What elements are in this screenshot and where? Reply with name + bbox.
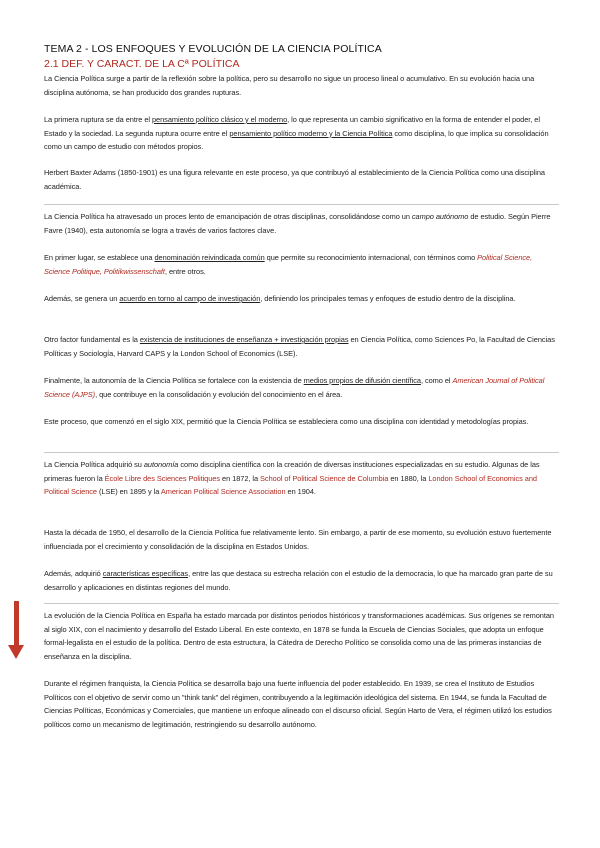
divider xyxy=(44,603,559,604)
text-run: (LSE) en 1895 y la xyxy=(96,487,161,496)
underlined-term: características específicas xyxy=(102,569,189,578)
down-arrow-icon xyxy=(14,601,19,646)
paragraph-4 xyxy=(44,210,559,237)
text-run: en 1872, la xyxy=(220,473,261,483)
underlined-term: pensamiento político moderno y la Ciencia Política xyxy=(229,128,393,138)
institution-name: London School of Economics and Political Science xyxy=(44,473,537,496)
paragraph-12 xyxy=(44,567,559,594)
text-run: , entre las que destaca su estrecha relación con el estudio de la democracia, lo que ha marcado gran parte de su desarrollo y aplicaciones en distintas regiones del mundo. xyxy=(44,569,553,592)
highlighted-terms: Political Science, Science Politique, Politikwissenschaft xyxy=(44,253,533,276)
text-run: Finalmente, la autonomía de la Ciencia Política se fortalece con la existencia de xyxy=(44,376,304,385)
text-run: La Ciencia Política adquirió su xyxy=(44,460,144,469)
underlined-term: existencia de instituciones de enseñanza + investigación propias xyxy=(139,335,349,344)
text-run: como disciplina, lo que implica su consolidación como un campo de estudio con métodos propios. xyxy=(44,128,549,151)
down-arrow-head-icon xyxy=(8,645,24,659)
paragraph-8 xyxy=(44,374,559,401)
paragraph-6 xyxy=(44,292,559,306)
document-title: TEMA 2 - LOS ENFOQUES Y EVOLUCIÓN DE LA CIENCIA POLÍTICA xyxy=(44,43,382,55)
text-run: , lo que representa un cambio significativo en la forma de entender el poder, el Estado y la sociedad. La segunda ruptura ocurre entre el xyxy=(44,115,540,138)
text-run: de estudio. Según Pierre Favre (1940), esta autonomía se logra a través de varios factores clave. xyxy=(44,212,551,235)
text-run: Otro factor fundamental es la xyxy=(44,335,140,344)
text-run: En primer lugar, se establece una xyxy=(44,253,155,262)
text-run: en Ciencia Política, como Sciences Po, la Facultad de Ciencias Políticas y Sociología, Harvard CAPS y la London School of Economics (LSE). xyxy=(44,335,555,358)
paragraph-9: Este proceso, que comenzó en el siglo XIX, permitió que la Ciencia Política se estableciera como una disciplina con identidad y metodologías propias. xyxy=(44,417,529,426)
underlined-term: medios propios de difusión científica xyxy=(303,376,421,385)
paragraph-11: Hasta la década de 1950, el desarrollo de la Ciencia Política fue relativamente lento. Sin embargo, a partir de ese momento, su evolución estuvo fuertemente influenciada por el crecimiento y consolidación de la disciplina en Estados Unidos. xyxy=(44,528,552,551)
text-run: , entre otros. xyxy=(164,266,206,276)
text-run: , definiendo los principales temas y enfoques de estudio dentro de la disciplina. xyxy=(260,294,516,303)
divider xyxy=(44,204,559,205)
section-heading: 2.1 DEF. Y CARACT. DE LA Cª POLÍTICA xyxy=(44,58,240,70)
text-run: La Ciencia Política ha atravesado un proces lento de emancipación de otras disciplinas, consolidándose como un xyxy=(44,212,412,221)
text-run: Además, adquirió xyxy=(44,569,103,578)
divider xyxy=(44,452,559,453)
text-run: en 1880, la xyxy=(388,473,429,483)
paragraph-14: Durante el régimen franquista, la Ciencia Política se desarrolla bajo una fuerte influencia del poder establecido. En 1939, se crea el Instituto de Estudios Políticos con el objetivo de servir como un "think tank" del régimen, contribuyendo a la legitimación ideológica del sistema. En 1944, se funda la Facultad de Ciencias Políticas, Económicas y Comerciales, que mantiene un enfoque alineado con el discurso oficial. Según Harto de Vera, el régimen utilizó los estudios políticos como un mecanismo de legitimación, restringiendo su desarrollo autónomo. xyxy=(44,679,552,729)
underlined-term: pensamiento político clásico y el moderno xyxy=(152,115,288,124)
paragraph-10 xyxy=(44,458,559,499)
paragraph-2 xyxy=(44,113,559,154)
underlined-term: denominación reivindicada común xyxy=(154,253,265,262)
text-run: que permite su reconocimiento internacional, con términos como xyxy=(264,253,478,262)
institution-name: School of Political Science de Columbia xyxy=(260,473,389,483)
text-run: en 1904. xyxy=(285,487,316,496)
paragraph-13: La evolución de la Ciencia Política en España ha estado marcada por distintos periodos históricos y transformaciones académicas. Sus orígenes se remontan al siglo XIX, con el nacimiento y desarrollo del Estado Liberal. En este contexto, en 1878 se funda la Escuela de Ciencias Sociales, que adopta un enfoque formal-legalista en el estudio de la política. Dentro de esta estructura, la Cátedra de Derecho Político se consolida como una de las primeras instancias de enseñanza en la disciplina. xyxy=(44,611,554,661)
underlined-term: acuerdo en torno al campo de investigación xyxy=(119,294,261,303)
italic-term: autonomía xyxy=(143,460,179,469)
text-run: como disciplina científica con la creación de diversas instituciones especializadas en su estudio. Algunas de las primeras fueron la xyxy=(44,460,540,483)
journal-name: American Journal of Political Science (AJPS) xyxy=(44,376,545,399)
text-run: Además, se genera un xyxy=(44,294,120,303)
institution-name: American Political Science Association xyxy=(160,487,286,496)
text-run: La primera ruptura se da entre el xyxy=(44,115,152,124)
paragraph-7 xyxy=(44,333,559,360)
institution-name: École Libre des Sciences Politiques xyxy=(104,473,221,483)
italic-term: campo autónomo xyxy=(411,212,469,221)
paragraph-3: Herbert Baxter Adams (1850-1901) es una figura relevante en este proceso, ya que contribuyó al establecimiento de la Ciencia Política como una disciplina académica. xyxy=(44,168,545,191)
text-run: , como el xyxy=(420,376,453,385)
paragraph-5 xyxy=(44,251,559,278)
text-run: , que contribuye en la consolidación y evolución del conocimiento en el área. xyxy=(95,389,343,399)
paragraph-1: La Ciencia Política surge a partir de la reflexión sobre la política, pero su desarrollo no sigue un proceso lineal o acumulativo. En su evolución hacia una disciplina autónoma, se han producido dos grandes rupturas. xyxy=(44,74,535,97)
